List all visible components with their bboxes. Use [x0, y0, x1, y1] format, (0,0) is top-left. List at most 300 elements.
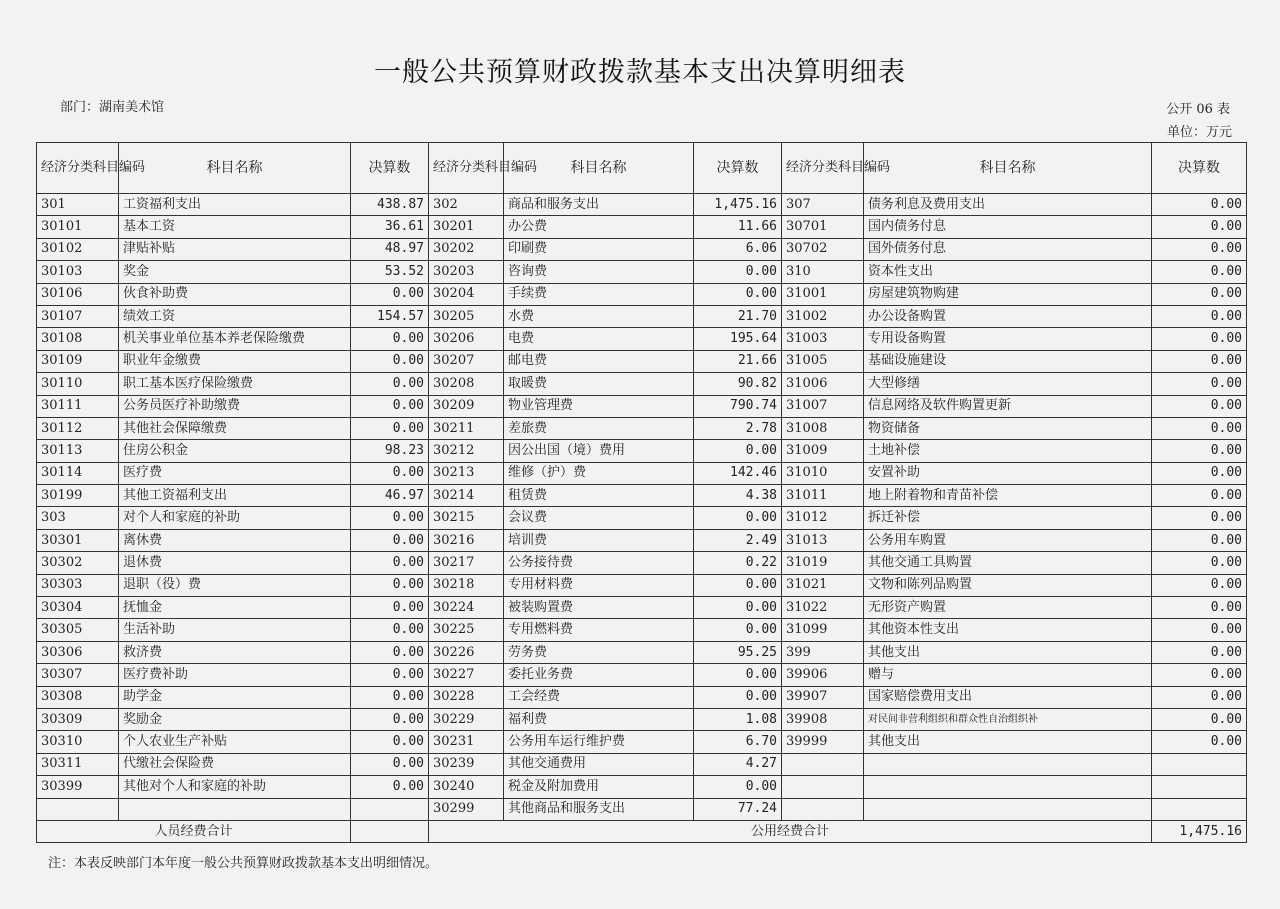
- name-cell: 物业管理费: [504, 395, 694, 417]
- amount-cell: 0.00: [694, 261, 782, 283]
- name-cell: 国外债务付息: [864, 238, 1152, 260]
- code-cell: 31008: [782, 417, 864, 439]
- amount-cell: 0.00: [1152, 350, 1247, 372]
- header-amount-2: 决算数: [694, 143, 782, 194]
- name-cell: 咨询费: [504, 261, 694, 283]
- amount-cell: 0.00: [1152, 216, 1247, 238]
- name-cell: 其他社会保障缴费: [119, 417, 351, 439]
- header-amount-3: 决算数: [1152, 143, 1247, 194]
- table-row: [37, 664, 1247, 686]
- name-cell: 印刷费: [504, 238, 694, 260]
- name-cell: 机关事业单位基本养老保险缴费: [119, 328, 351, 350]
- code-cell: 39999: [782, 731, 864, 753]
- amount-cell: 0.00: [1152, 462, 1247, 484]
- amount-cell: 0.00: [1152, 619, 1247, 641]
- code-cell: 30207: [429, 350, 504, 372]
- table-body: [37, 194, 1247, 821]
- department-label: 部门：湖南美术馆: [60, 100, 165, 115]
- amount-cell: 0.00: [694, 776, 782, 798]
- code-cell: 307: [782, 194, 864, 216]
- name-cell: 国内债务付息: [864, 216, 1152, 238]
- code-cell: 30213: [429, 462, 504, 484]
- code-cell: 30239: [429, 753, 504, 775]
- name-cell: 奖励金: [119, 708, 351, 730]
- name-cell: 住房公积金: [119, 440, 351, 462]
- amount-cell: 4.27: [694, 753, 782, 775]
- name-cell: 医疗费: [119, 462, 351, 484]
- amount-cell: 4.38: [694, 485, 782, 507]
- code-cell: 30212: [429, 440, 504, 462]
- name-cell: 其他支出: [864, 641, 1152, 663]
- name-cell: 无形资产购置: [864, 597, 1152, 619]
- code-cell: 30113: [37, 440, 119, 462]
- amount-cell: [1152, 798, 1247, 820]
- amount-cell: 0.00: [351, 328, 429, 350]
- table-row: [37, 776, 1247, 798]
- name-cell: 拆迁补偿: [864, 507, 1152, 529]
- amount-cell: [1152, 776, 1247, 798]
- code-cell: 31019: [782, 552, 864, 574]
- code-cell: 30307: [37, 664, 119, 686]
- code-cell: 31006: [782, 373, 864, 395]
- amount-cell: 2.49: [694, 529, 782, 551]
- amount-cell: 438.87: [351, 194, 429, 216]
- form-number: 公开 06 表: [1166, 102, 1230, 117]
- code-cell: 31011: [782, 485, 864, 507]
- table-row: [37, 708, 1247, 730]
- header-code-3: 经济分类科目编码: [782, 143, 864, 194]
- amount-cell: 0.00: [1152, 305, 1247, 327]
- code-cell: 39906: [782, 664, 864, 686]
- code-cell: [782, 776, 864, 798]
- code-cell: 302: [429, 194, 504, 216]
- amount-cell: 0.00: [1152, 552, 1247, 574]
- code-cell: 30305: [37, 619, 119, 641]
- code-cell: 31012: [782, 507, 864, 529]
- header-amount-1: 决算数: [351, 143, 429, 194]
- code-cell: 30229: [429, 708, 504, 730]
- code-cell: 301: [37, 194, 119, 216]
- amount-cell: 0.00: [1152, 641, 1247, 663]
- page-title: 一般公共预算财政拨款基本支出决算明细表: [374, 57, 906, 88]
- code-cell: 30206: [429, 328, 504, 350]
- name-cell: 抚恤金: [119, 597, 351, 619]
- name-cell: 维修（护）费: [504, 462, 694, 484]
- amount-cell: [351, 798, 429, 820]
- code-cell: 30306: [37, 641, 119, 663]
- amount-cell: 11.66: [694, 216, 782, 238]
- code-cell: 30303: [37, 574, 119, 596]
- unit-label: 单位：万元: [1166, 125, 1232, 140]
- name-cell: 商品和服务支出: [504, 194, 694, 216]
- table-row: [37, 417, 1247, 439]
- name-cell: 水费: [504, 305, 694, 327]
- amount-cell: 0.00: [1152, 529, 1247, 551]
- footnote: 注：本表反映部门本年度一般公共预算财政拨款基本支出明细情况。: [48, 856, 439, 871]
- expenditure-table: [36, 142, 1247, 843]
- name-cell: 工会经费: [504, 686, 694, 708]
- amount-cell: 90.82: [694, 373, 782, 395]
- code-cell: 30310: [37, 731, 119, 753]
- amount-cell: 0.00: [351, 753, 429, 775]
- name-cell: 资本性支出: [864, 261, 1152, 283]
- amount-cell: 95.25: [694, 641, 782, 663]
- code-cell: 31010: [782, 462, 864, 484]
- name-cell: 委托业务费: [504, 664, 694, 686]
- name-cell: 租赁费: [504, 485, 694, 507]
- name-cell: 奖金: [119, 261, 351, 283]
- name-cell: 工资福利支出: [119, 194, 351, 216]
- amount-cell: 0.00: [351, 686, 429, 708]
- code-cell: 30224: [429, 597, 504, 619]
- code-cell: 39907: [782, 686, 864, 708]
- amount-cell: 98.23: [351, 440, 429, 462]
- code-cell: 31005: [782, 350, 864, 372]
- name-cell: 信息网络及软件购置更新: [864, 395, 1152, 417]
- name-cell: 其他交通工具购置: [864, 552, 1152, 574]
- code-cell: 30103: [37, 261, 119, 283]
- code-cell: 30216: [429, 529, 504, 551]
- amount-cell: 0.00: [1152, 597, 1247, 619]
- name-cell: 国家赔偿费用支出: [864, 686, 1152, 708]
- name-cell: 其他资本性支出: [864, 619, 1152, 641]
- table-row: [37, 261, 1247, 283]
- amount-cell: 0.00: [1152, 328, 1247, 350]
- amount-cell: 0.00: [1152, 686, 1247, 708]
- amount-cell: 0.00: [694, 574, 782, 596]
- table-row: [37, 238, 1247, 260]
- amount-cell: 0.00: [1152, 261, 1247, 283]
- name-cell: 津贴补贴: [119, 238, 351, 260]
- amount-cell: 2.78: [694, 417, 782, 439]
- code-cell: 31007: [782, 395, 864, 417]
- code-cell: 30102: [37, 238, 119, 260]
- code-cell: 30112: [37, 417, 119, 439]
- amount-cell: 6.06: [694, 238, 782, 260]
- amount-cell: 48.97: [351, 238, 429, 260]
- name-cell: 对个人和家庭的补助: [119, 507, 351, 529]
- amount-cell: 0.00: [1152, 373, 1247, 395]
- amount-cell: 0.00: [351, 283, 429, 305]
- amount-cell: 0.00: [694, 283, 782, 305]
- code-cell: 399: [782, 641, 864, 663]
- table-row: [37, 798, 1247, 820]
- header-name-3: 科目名称: [864, 143, 1152, 194]
- amount-cell: 46.97: [351, 485, 429, 507]
- code-cell: 30109: [37, 350, 119, 372]
- code-cell: 30240: [429, 776, 504, 798]
- name-cell: 会议费: [504, 507, 694, 529]
- amount-cell: 0.00: [694, 686, 782, 708]
- code-cell: 30111: [37, 395, 119, 417]
- name-cell: 生活补助: [119, 619, 351, 641]
- amount-cell: 0.00: [351, 574, 429, 596]
- table-row: [37, 507, 1247, 529]
- amount-cell: 0.00: [1152, 283, 1247, 305]
- code-cell: 303: [37, 507, 119, 529]
- amount-cell: 0.00: [1152, 417, 1247, 439]
- code-cell: 31022: [782, 597, 864, 619]
- name-cell: 福利费: [504, 708, 694, 730]
- header-name-2: 科目名称: [504, 143, 694, 194]
- name-cell: 退职（役）费: [119, 574, 351, 596]
- table-row: [37, 328, 1247, 350]
- table-row: [37, 753, 1247, 775]
- name-cell: 代缴社会保险费: [119, 753, 351, 775]
- name-cell: 安置补助: [864, 462, 1152, 484]
- personnel-total-label: 人员经费合计: [37, 820, 351, 842]
- amount-cell: 53.52: [351, 261, 429, 283]
- name-cell: 其他工资福利支出: [119, 485, 351, 507]
- code-cell: 30227: [429, 664, 504, 686]
- name-cell: 被装购置费: [504, 597, 694, 619]
- table-row: [37, 574, 1247, 596]
- header-code-1: 经济分类科目编码: [37, 143, 119, 194]
- code-cell: 30225: [429, 619, 504, 641]
- code-cell: [782, 798, 864, 820]
- code-cell: 30106: [37, 283, 119, 305]
- name-cell: [119, 798, 351, 820]
- amount-cell: 0.00: [1152, 395, 1247, 417]
- name-cell: 地上附着物和青苗补偿: [864, 485, 1152, 507]
- amount-cell: 0.00: [694, 507, 782, 529]
- table-row: [37, 350, 1247, 372]
- name-cell: 职业年金缴费: [119, 350, 351, 372]
- name-cell: 对民间非营利组织和群众性自治组织补: [864, 708, 1152, 730]
- name-cell: 退休费: [119, 552, 351, 574]
- amount-cell: 0.00: [1152, 440, 1247, 462]
- code-cell: 30399: [37, 776, 119, 798]
- name-cell: 培训费: [504, 529, 694, 551]
- name-cell: 债务利息及费用支出: [864, 194, 1152, 216]
- code-cell: 30209: [429, 395, 504, 417]
- amount-cell: 77.24: [694, 798, 782, 820]
- name-cell: 其他支出: [864, 731, 1152, 753]
- amount-cell: 0.00: [351, 350, 429, 372]
- code-cell: 31009: [782, 440, 864, 462]
- name-cell: 土地补偿: [864, 440, 1152, 462]
- name-cell: 税金及附加费用: [504, 776, 694, 798]
- name-cell: 办公费: [504, 216, 694, 238]
- code-cell: 31021: [782, 574, 864, 596]
- table-row: [37, 305, 1247, 327]
- name-cell: 电费: [504, 328, 694, 350]
- amount-cell: 36.61: [351, 216, 429, 238]
- code-cell: 30226: [429, 641, 504, 663]
- code-cell: [37, 798, 119, 820]
- code-cell: [782, 753, 864, 775]
- amount-cell: 0.00: [351, 619, 429, 641]
- amount-cell: 0.00: [694, 619, 782, 641]
- name-cell: [864, 776, 1152, 798]
- name-cell: 专用燃料费: [504, 619, 694, 641]
- amount-cell: 6.70: [694, 731, 782, 753]
- name-cell: [864, 753, 1152, 775]
- amount-cell: 0.00: [1152, 574, 1247, 596]
- table-row: [37, 485, 1247, 507]
- name-cell: 医疗费补助: [119, 664, 351, 686]
- name-cell: 公务员医疗补助缴费: [119, 395, 351, 417]
- code-cell: 30107: [37, 305, 119, 327]
- code-cell: 310: [782, 261, 864, 283]
- amount-cell: 0.00: [351, 507, 429, 529]
- amount-cell: 0.00: [1152, 731, 1247, 753]
- header-name-1: 科目名称: [119, 143, 351, 194]
- amount-cell: 0.00: [351, 373, 429, 395]
- amount-cell: 0.00: [351, 708, 429, 730]
- amount-cell: 1,475.16: [694, 194, 782, 216]
- amount-cell: 0.00: [351, 641, 429, 663]
- code-cell: 30199: [37, 485, 119, 507]
- name-cell: 文物和陈列品购置: [864, 574, 1152, 596]
- code-cell: 31099: [782, 619, 864, 641]
- name-cell: 公务用车运行维护费: [504, 731, 694, 753]
- table-row: [37, 395, 1247, 417]
- name-cell: 公务接待费: [504, 552, 694, 574]
- name-cell: 专用材料费: [504, 574, 694, 596]
- name-cell: 伙食补助费: [119, 283, 351, 305]
- personnel-total-value: [351, 820, 429, 842]
- amount-cell: 0.00: [1152, 708, 1247, 730]
- table-row: [37, 686, 1247, 708]
- code-cell: 30201: [429, 216, 504, 238]
- name-cell: 基础设施建设: [864, 350, 1152, 372]
- code-cell: 30204: [429, 283, 504, 305]
- table-row: [37, 462, 1247, 484]
- name-cell: 物资储备: [864, 417, 1152, 439]
- name-cell: 专用设备购置: [864, 328, 1152, 350]
- name-cell: [864, 798, 1152, 820]
- amount-cell: [1152, 753, 1247, 775]
- amount-cell: 21.70: [694, 305, 782, 327]
- table-header-row: [37, 143, 1247, 194]
- name-cell: 手续费: [504, 283, 694, 305]
- code-cell: 30701: [782, 216, 864, 238]
- table-row: [37, 641, 1247, 663]
- code-cell: 30231: [429, 731, 504, 753]
- amount-cell: 0.00: [351, 664, 429, 686]
- code-cell: 30304: [37, 597, 119, 619]
- amount-cell: 0.00: [1152, 485, 1247, 507]
- amount-cell: 0.00: [1152, 194, 1247, 216]
- table-row: [37, 597, 1247, 619]
- table-row: [37, 283, 1247, 305]
- amount-cell: 0.00: [351, 395, 429, 417]
- amount-cell: 21.66: [694, 350, 782, 372]
- name-cell: 因公出国（境）费用: [504, 440, 694, 462]
- code-cell: 31002: [782, 305, 864, 327]
- code-cell: 30110: [37, 373, 119, 395]
- table-row: [37, 194, 1247, 216]
- table-row: [37, 731, 1247, 753]
- amount-cell: 0.22: [694, 552, 782, 574]
- amount-cell: 1.08: [694, 708, 782, 730]
- name-cell: 房屋建筑物购建: [864, 283, 1152, 305]
- amount-cell: 0.00: [351, 417, 429, 439]
- table-row: [37, 216, 1247, 238]
- table-row: [37, 529, 1247, 551]
- code-cell: 30217: [429, 552, 504, 574]
- amount-cell: 0.00: [1152, 238, 1247, 260]
- amount-cell: 0.00: [351, 462, 429, 484]
- code-cell: 31001: [782, 283, 864, 305]
- code-cell: 30228: [429, 686, 504, 708]
- amount-cell: 0.00: [351, 597, 429, 619]
- amount-cell: 142.46: [694, 462, 782, 484]
- amount-cell: 790.74: [694, 395, 782, 417]
- code-cell: 30203: [429, 261, 504, 283]
- code-cell: 30101: [37, 216, 119, 238]
- amount-cell: 0.00: [694, 440, 782, 462]
- table-row: [37, 552, 1247, 574]
- name-cell: 其他对个人和家庭的补助: [119, 776, 351, 798]
- code-cell: 30301: [37, 529, 119, 551]
- name-cell: 办公设备购置: [864, 305, 1152, 327]
- code-cell: 30208: [429, 373, 504, 395]
- amount-cell: 0.00: [351, 529, 429, 551]
- code-cell: 30114: [37, 462, 119, 484]
- name-cell: 其他交通费用: [504, 753, 694, 775]
- name-cell: 基本工资: [119, 216, 351, 238]
- code-cell: 30311: [37, 753, 119, 775]
- code-cell: 30202: [429, 238, 504, 260]
- name-cell: 劳务费: [504, 641, 694, 663]
- totals-row: [37, 820, 1247, 842]
- amount-cell: 0.00: [694, 664, 782, 686]
- table-row: [37, 619, 1247, 641]
- name-cell: 取暖费: [504, 373, 694, 395]
- amount-cell: 0.00: [694, 597, 782, 619]
- name-cell: 赠与: [864, 664, 1152, 686]
- name-cell: 个人农业生产补贴: [119, 731, 351, 753]
- name-cell: 职工基本医疗保险缴费: [119, 373, 351, 395]
- name-cell: 救济费: [119, 641, 351, 663]
- code-cell: 30218: [429, 574, 504, 596]
- code-cell: 30205: [429, 305, 504, 327]
- name-cell: 邮电费: [504, 350, 694, 372]
- code-cell: 30308: [37, 686, 119, 708]
- code-cell: 30309: [37, 708, 119, 730]
- name-cell: 绩效工资: [119, 305, 351, 327]
- public-total-label: 公用经费合计: [429, 820, 1152, 842]
- name-cell: 差旅费: [504, 417, 694, 439]
- code-cell: 30214: [429, 485, 504, 507]
- code-cell: 30302: [37, 552, 119, 574]
- amount-cell: 195.64: [694, 328, 782, 350]
- public-total-value: 1,475.16: [1152, 820, 1247, 842]
- amount-cell: 154.57: [351, 305, 429, 327]
- name-cell: 公务用车购置: [864, 529, 1152, 551]
- code-cell: 30299: [429, 798, 504, 820]
- header-code-2: 经济分类科目编码: [429, 143, 504, 194]
- amount-cell: 0.00: [1152, 507, 1247, 529]
- code-cell: 31013: [782, 529, 864, 551]
- amount-cell: 0.00: [351, 776, 429, 798]
- code-cell: 30211: [429, 417, 504, 439]
- amount-cell: 0.00: [351, 552, 429, 574]
- table-row: [37, 440, 1247, 462]
- amount-cell: 0.00: [1152, 664, 1247, 686]
- code-cell: 30215: [429, 507, 504, 529]
- name-cell: 大型修缮: [864, 373, 1152, 395]
- name-cell: 离休费: [119, 529, 351, 551]
- code-cell: 30702: [782, 238, 864, 260]
- code-cell: 30108: [37, 328, 119, 350]
- name-cell: 其他商品和服务支出: [504, 798, 694, 820]
- amount-cell: 0.00: [351, 731, 429, 753]
- name-cell: 助学金: [119, 686, 351, 708]
- code-cell: 39908: [782, 708, 864, 730]
